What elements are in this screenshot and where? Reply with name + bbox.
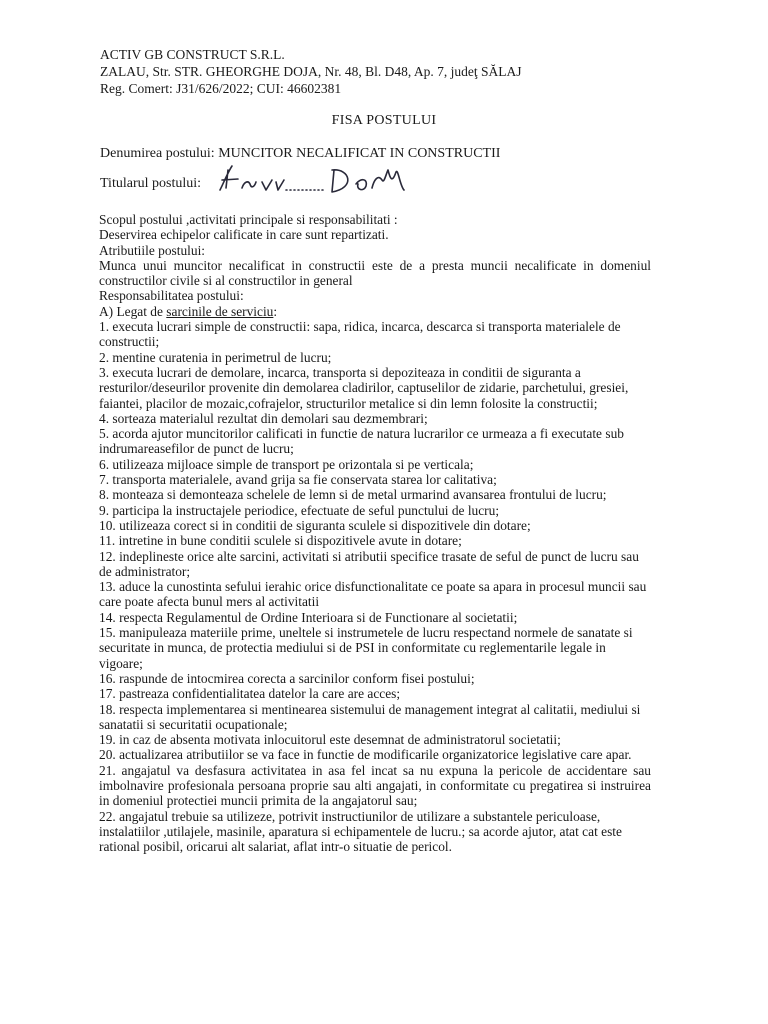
post-name-label: Denumirea postului: [100,146,215,161]
duties-subheading [99,304,651,319]
duty-item: 3. executa lucrari de demolare, incarca, transporta si depoziteaza in conditii de siguranta a resturilor/deseurilor provenite din demolarea cladirilor, captuselilor de zidarie, parchetului, gresiei, faiantei, placilor de mozaic,cofrajelor, structurilor metalice si din lemn folosite la constructii; [99,364,629,411]
duty-item: 8. monteaza si demonteaza schelele de lemn si de metal urmarind avansarea frontului de lucru; [99,487,607,503]
duty-item: 21. angajatul va desfasura activitatea in asa fel incat sa nu expuna la pericole de accidentare sau imbolnavire profesionala persoana proprie sau alti angajati, in conformitate cu pregatirea si instruirea in domeniul protectiei muncii primita de la angajatorul sau; [99,762,651,809]
company-registry: Reg. Comert: J31/626/2022; CUI: 46602381 [100,81,342,96]
duties-subheading-prefix: A) Legat de [99,303,167,319]
scope-heading: Scopul postului ,activitati principale si responsabilitati : [99,212,398,227]
duty-item: 10. utilizeaza corect si in conditii de siguranta sculele si dispozitivele din dotare; [99,517,531,533]
duty-item: 4. sorteaza materialul rezultat din demolari sau dezmembrari; [99,410,428,426]
duty-item: 15. manipuleaza materiile prime, uneltele si instrumetele de lucru respectand normele de sanatate si securitate in munca, de protectia mediului si de PSI in conformitate cu reglementarile legale in vigoare; [99,625,633,671]
duty-item: 19. in caz de absenta motivata inlocuitorul este desemnat de administratorul societatii; [99,732,561,748]
company-name: ACTIV GB CONSTRUCT S.R.L. [100,47,285,62]
duty-item: 14. respecta Regulamentul de Ordine Interioara si de Functionare al societatii; [99,609,518,625]
attributions-heading: Atributiile postului: [99,242,206,258]
duty-item: 17. pastreaza confidentialitatea datelor la care are acces; [99,686,401,702]
duty-item: 6. utilizeaza mijloace simple de transport pe orizontala si pe verticala; [99,456,474,472]
duties-subheading-suffix: : [273,303,278,319]
duty-item: 22. angajatul trebuie sa utilizeze, potrivit instructiunilor de utilizare a substantele periculoase, instalatiilor ,utilajele, masinile, aparatura si echipamentele de lucru.; sa acorde ajutor, atat cat este rational posibil, oricarui alt salariat, aflat intr-o situatie de pericol. [99,808,622,855]
company-address: ZALAU, Str. STR. GHEORGHE DOJA, Nr. 48, Bl. D48, Ap. 7, judeţ SĂLAJ [100,64,522,79]
attributions-text: Munca unui muncitor necalificat in constructii este de a presta muncii necalificate in domeniul constructilor civile si al constructilor in general [99,257,651,289]
duty-item: 16. raspunde de intocmirea corecta a sarcinilor conform fisei postului; [99,670,475,686]
duty-item: 18. respecta implementarea si mentinearea sistemului de management integrat al calitatii, mediului si sanatatii si securitatii ocupationale; [99,701,641,732]
duty-item: 9. participa la instructajele periodice, efectuate de seful punctului de lucru; [99,502,500,518]
duty-item: 11. intretine in bune conditii sculele si dispozitivele avute in dotare; [99,533,462,549]
duty-item: 5. acorda ajutor muncitorilor calificati in functie de natura lucrarilor ce urmeaza a fi executate sub indrumareasefilor de punct de lucru; [99,426,624,457]
duty-item: 1. executa lucrari simple de constructii: sapa, ridica, incarca, descarca si transporta materialele de constructii; [99,319,621,350]
responsibilities-heading: Responsabilitatea postului: [99,288,244,304]
company-header [100,46,522,97]
duty-item: 2. mentine curatenia in perimetrul de lucru; [99,349,332,365]
duty-item: 13. aduce la cunostinta sefului ierahic orice disfunctionalitate ce poate sa apara in procesul muncii sau care poate afecta bunul mers al activitatii [99,579,647,610]
duty-item: 12. indeplineste orice alte sarcini, activitati si atributii specifice trasate de seful de punct de lucru sau de administrator; [99,548,639,579]
post-holder-row [100,176,201,192]
scope-text: Deservirea echipelor calificate in care sunt repartizati. [99,227,389,243]
duty-item: 7. transporta materialele, avand grija sa fie conservata starea lor calitativa; [99,472,497,488]
post-holder-label: Titularul postului: [100,176,202,191]
handwritten-signature [216,160,416,202]
duties-subheading-underlined: sarcinile de serviciu [166,303,274,319]
document-title: FISA POSTULUI [331,113,437,128]
post-name-value: MUNCITOR NECALIFICAT IN CONSTRUCTII [218,146,501,161]
document-body [99,212,651,854]
duty-item: 20. actualizarea atributiilor se va face in functie de modificarile organizatorice legislative care apar. [99,747,632,763]
